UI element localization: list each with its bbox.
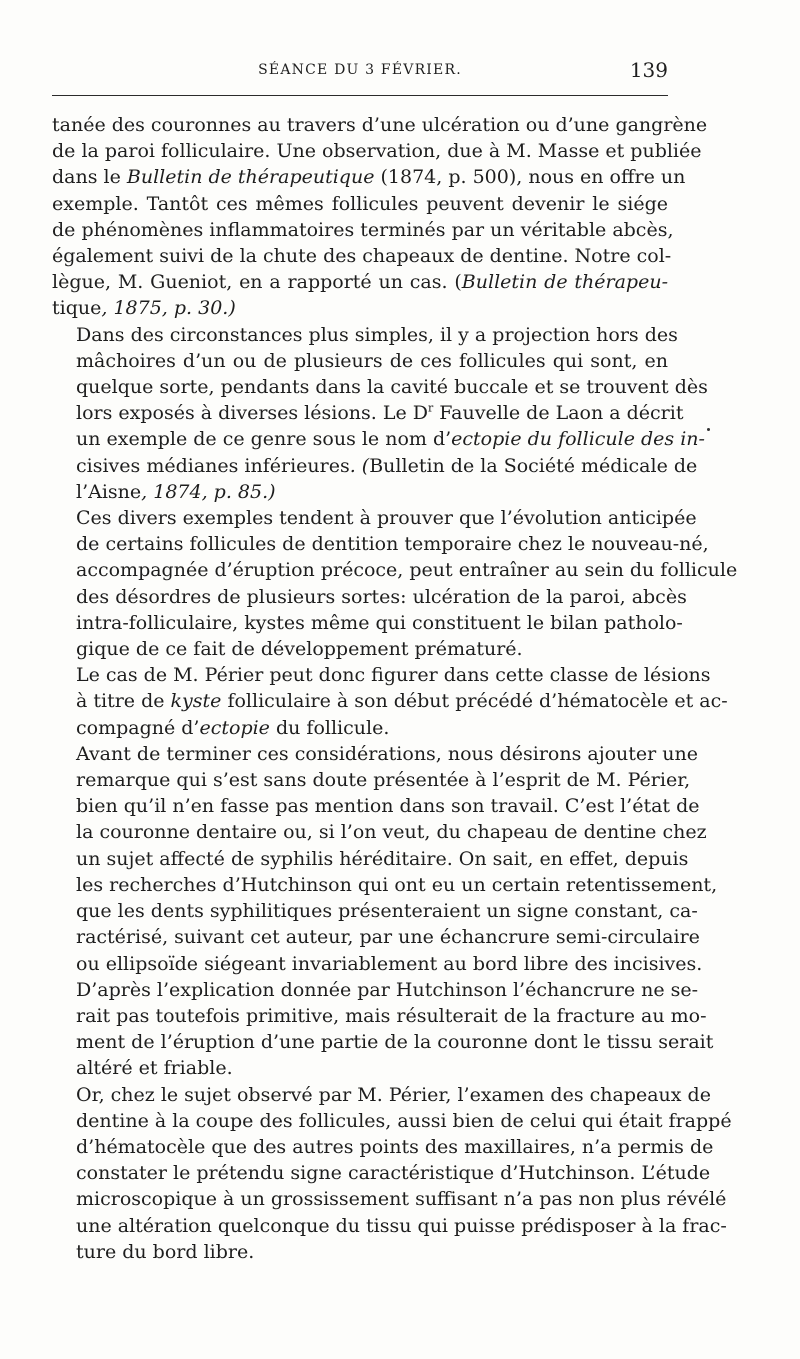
text-line: mâchoires d’un ou de plusieurs de ces follicules qui sont, en — [76, 349, 668, 372]
text-line: de phénomènes inflammatoires terminés par un véritable abcès, — [52, 218, 674, 241]
running-head — [52, 60, 668, 86]
italic-text: , 1874, p. 85.) — [141, 480, 276, 503]
text-line: Avant de terminer ces considérations, nous désirons ajouter une — [76, 742, 698, 765]
text-line: lègue, M. Gueniot, en a rapporté un cas. (Bulletin de thérapeu- — [52, 271, 668, 294]
text-line: une altération quelconque du tissu qui puisse prédisposer à la frac- — [76, 1214, 727, 1237]
text-line: rait pas toutefois primitive, mais résulterait de la fracture au mo- — [76, 1004, 707, 1027]
text-line: que les dents syphilitiques présenteraient un signe constant, ca- — [76, 900, 698, 923]
text-line: ou ellipsoïde siégeant invariablement au bord libre des incisives. — [76, 952, 703, 975]
paragraph — [52, 977, 714, 1082]
text-line: compagné d’ectopie du follicule. — [76, 716, 390, 739]
page-number: 139 — [629, 58, 668, 82]
text-line: l’Aisne, 1874, p. 85.) — [76, 480, 276, 503]
text-line: dentine à la coupe des follicules, aussi bien de celui qui était frappé — [76, 1109, 732, 1132]
paragraph — [52, 1082, 732, 1265]
text-line: un exemple de ce genre sous le nom d’ectopie du follicule des in- — [76, 428, 705, 451]
text-line: de la paroi folliculaire. Une observation, due à M. Masse et publiée — [52, 140, 702, 163]
margin-speck — [707, 428, 710, 431]
text-line: microscopique à un grossissement suffisant n’a pas non plus révélé — [76, 1188, 727, 1211]
text-line: Dans des circonstances plus simples, il y a projection hors des — [76, 323, 678, 346]
paragraph — [52, 662, 728, 741]
text-line: tanée des couronnes au travers d’une ulcération ou d’une gangrène — [52, 114, 708, 136]
text-line: ture du bord libre. — [76, 1240, 255, 1263]
paragraph — [52, 112, 708, 322]
text-line: quelque sorte, pendants dans la cavité buccale et se trouvent dès — [76, 376, 708, 399]
superscript: r — [427, 401, 434, 415]
text-line: ment de l’éruption d’une partie de la couronne dont le tissu serait — [76, 1031, 714, 1054]
text-line: les recherches d’Hutchinson qui ont eu un certain retentissement, — [76, 873, 718, 896]
text-line: constater le prétendu signe caractéristique d’Hutchinson. L’étude — [76, 1162, 711, 1185]
text-line: tique, 1875, p. 30.) — [52, 297, 236, 320]
text-line: des désordres de plusieurs sortes: ulcération de la paroi, abcès — [76, 585, 687, 608]
italic-text: , 1875, p. 30.) — [101, 297, 236, 320]
text-line: dans le Bulletin de thérapeutique (1874, p. 500), nous en offre un — [52, 166, 686, 189]
text-line: Ces divers exemples tendent à prouver que l’évolution anticipée — [76, 507, 697, 530]
text-line: à titre de kyste folliculaire à son début précédé d’hématocèle et ac- — [76, 690, 728, 713]
text-line: lors exposés à diverses lésions. Le $D^r$ Fauvelle de Laon a décrit — [76, 401, 684, 425]
text-line: ractérisé, suivant cet auteur, par une échancrure semi-circulaire — [76, 926, 700, 949]
text-line: exemple. Tantôt ces mêmes follicules peuvent devenir le siége — [52, 192, 668, 215]
text-line: la couronne dentaire ou, si l’on veut, du chapeau de dentine chez — [76, 821, 707, 844]
italic-text: . ( — [349, 454, 370, 477]
text-line: un sujet affecté de syphilis héréditaire. On sait, en effet, depuis — [76, 847, 689, 870]
text-line: cisives médianes inférieures. (Bulletin de la Société médicale de — [76, 454, 698, 477]
paragraph — [52, 505, 738, 662]
text-line: intra-folliculaire, kystes même qui constituent le bilan patholo- — [76, 611, 683, 634]
paragraph — [52, 322, 708, 505]
text-line: altéré et friable. — [76, 1057, 233, 1080]
text-line: d’hématocèle que des autres points des maxillaires, n’a permis de — [76, 1135, 714, 1158]
text-line: bien qu’il n’en fasse pas mention dans son travail. C’est l’état de — [76, 795, 700, 818]
paragraph — [52, 741, 718, 977]
body-text — [52, 112, 738, 1265]
text-line: de certains follicules de dentition temporaire chez le nouveau-né, — [76, 533, 709, 556]
italic-text: Bulletin de thérapeutique — [126, 166, 375, 189]
italic-text: Bulletin de thérapeu- — [461, 271, 668, 294]
text-line: accompagnée d’éruption précoce, peut entraîner au sein du follicule — [76, 559, 738, 582]
text-line: D’après l’explication donnée par Hutchinson l’échancrure ne se- — [76, 978, 699, 1001]
italic-text: ectopie du follicule des in- — [451, 428, 705, 451]
italic-text: kyste — [170, 690, 222, 713]
italic-text: ectopie — [199, 716, 270, 739]
text-line: Le cas de M. Périer peut donc figurer dans cette classe de lésions — [76, 664, 711, 687]
header-rule — [52, 95, 668, 96]
text-line: remarque qui s’est sans doute présentée à l’esprit de M. Périer, — [76, 769, 691, 792]
running-head-title: SÉANCE DU 3 FÉVRIER. — [258, 62, 462, 78]
text-line: également suivi de la chute des chapeaux de dentine. Notre col- — [52, 245, 672, 268]
text-line: Or, chez le sujet observé par M. Périer, l’examen des chapeaux de — [76, 1083, 711, 1106]
text-line: gique de ce fait de développement prématuré. — [76, 638, 523, 661]
